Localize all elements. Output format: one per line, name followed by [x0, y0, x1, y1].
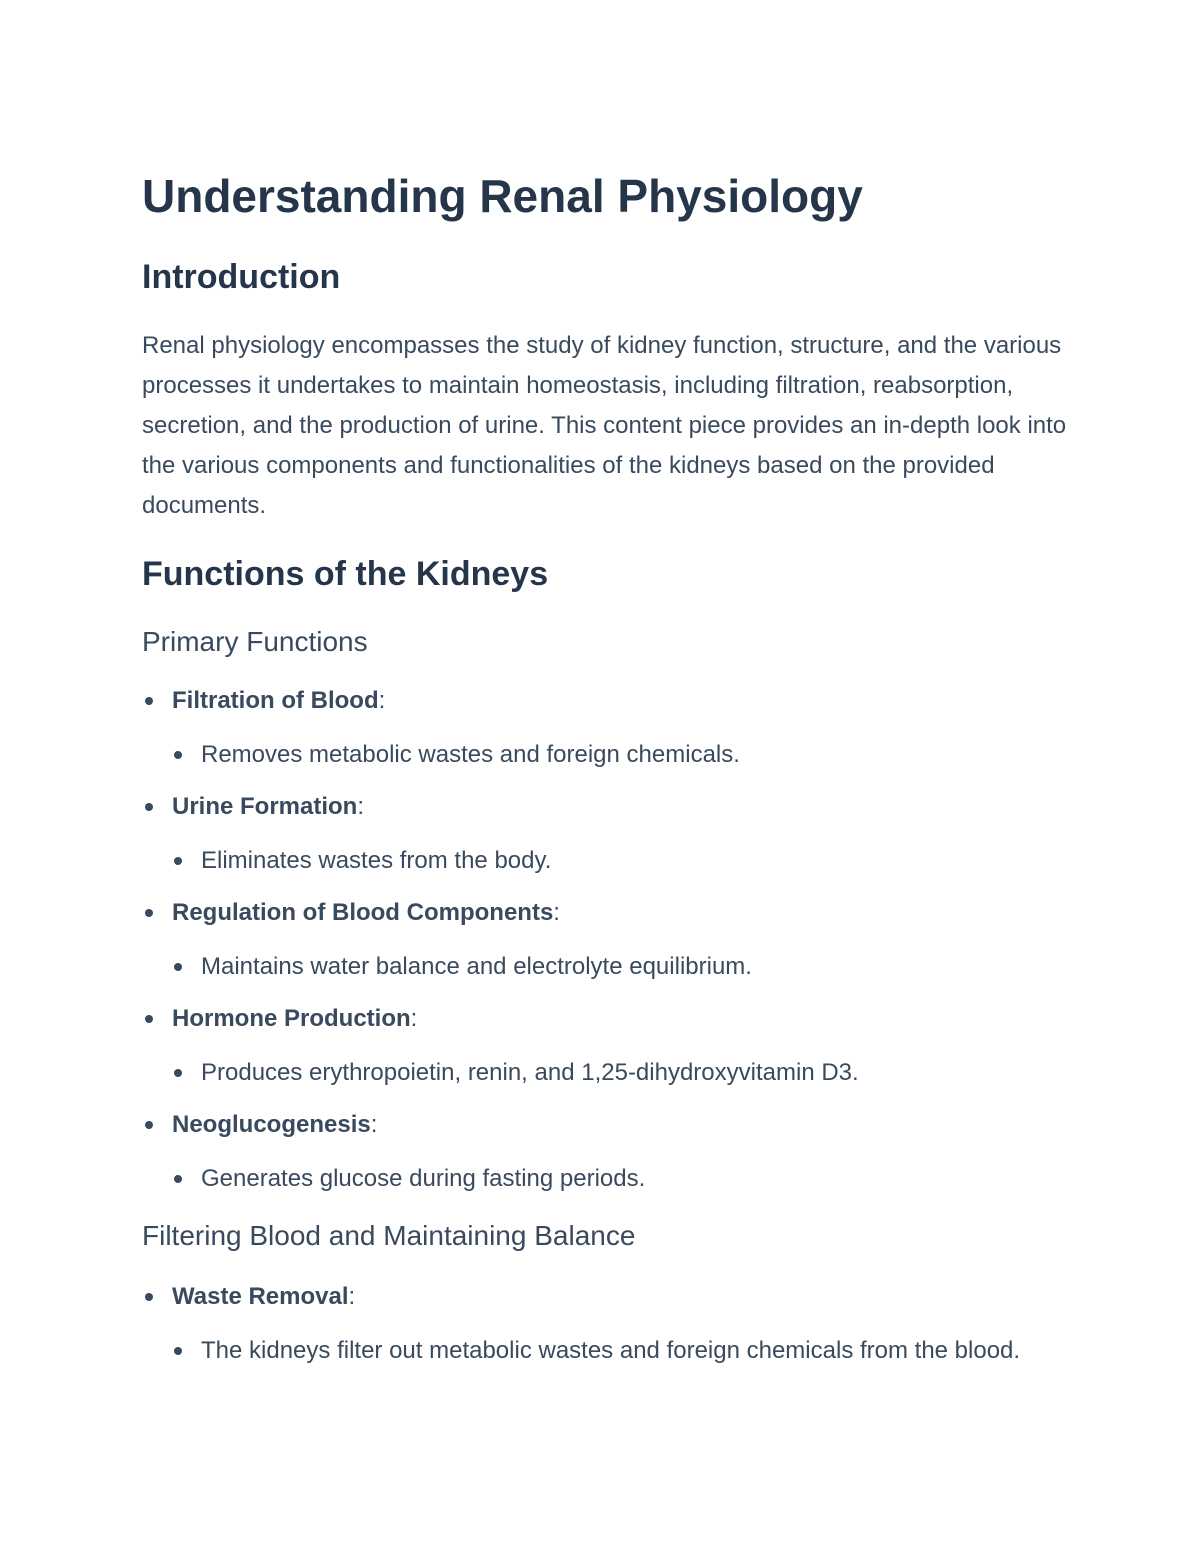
- list-item-detail-text: Removes metabolic wastes and foreign chemicals.: [201, 741, 740, 768]
- list-item-detail: [201, 1159, 1041, 1199]
- bullet-icon: [174, 1347, 182, 1355]
- page-title: Understanding Renal Physiology: [142, 170, 863, 222]
- label-colon: :: [357, 793, 365, 820]
- bullet-icon: [145, 909, 153, 917]
- balance-heading: Filtering Blood and Maintaining Balance: [142, 1220, 636, 1251]
- bullet-icon: [145, 1293, 153, 1301]
- primary-functions-heading: Primary Functions: [142, 626, 368, 657]
- list-item-label: Filtration of Blood: [172, 687, 379, 714]
- list-item-detail-text: Maintains water balance and electrolyte equilibrium.: [201, 953, 752, 980]
- list-item: [172, 787, 364, 827]
- bullet-icon: [145, 697, 153, 705]
- bullet-icon: [174, 1175, 182, 1183]
- list-item-detail-text: The kidneys filter out metabolic wastes and foreign chemicals from the blood.: [201, 1337, 1021, 1364]
- list-item: [172, 1277, 355, 1317]
- list-item: [172, 681, 385, 721]
- list-item-detail: [201, 1053, 1041, 1093]
- label-colon: :: [370, 1111, 378, 1138]
- intro-paragraph: Renal physiology encompasses the study of kidney function, structure, and the various processes it undertakes to maintain homeostasis, including filtration, reabsorption, secretion, and the production of urine. This content piece provides an in-depth look into the various components and functionalities of the kidneys based on the provided documents.: [142, 332, 1067, 519]
- list-item-detail-text: Eliminates wastes from the body.: [201, 847, 552, 874]
- list-item: [172, 893, 560, 933]
- list-item-label: Waste Removal: [172, 1283, 349, 1310]
- list-item: [172, 999, 417, 1039]
- list-item-detail: [201, 1331, 1041, 1371]
- functions-heading: Functions of the Kidneys: [142, 555, 549, 593]
- bullet-icon: [145, 1015, 153, 1023]
- list-item-label: Hormone Production: [172, 1005, 411, 1032]
- label-colon: :: [553, 899, 560, 926]
- list-item-label: Neoglucogenesis: [172, 1111, 371, 1138]
- bullet-icon: [174, 963, 182, 971]
- intro-heading: Introduction: [142, 258, 341, 296]
- list-item-detail: [201, 841, 1041, 881]
- list-item-label: Regulation of Blood Components: [172, 899, 554, 926]
- bullet-icon: [174, 751, 182, 759]
- list-item-label: Urine Formation: [172, 793, 358, 820]
- label-colon: :: [378, 687, 386, 714]
- bullet-icon: [145, 1121, 153, 1129]
- list-item-detail: [201, 735, 1041, 775]
- bullet-icon: [145, 803, 153, 811]
- bullet-icon: [174, 1069, 182, 1077]
- bullet-icon: [174, 857, 182, 865]
- label-colon: :: [410, 1005, 418, 1032]
- list-item-detail-text: Produces erythropoietin, renin, and 1,25-dihydroxyvitamin D3.: [201, 1059, 859, 1086]
- list-item-detail-text: Generates glucose during fasting periods.: [201, 1165, 646, 1192]
- list-item-detail: [201, 947, 1041, 987]
- list-item: [172, 1105, 377, 1145]
- label-colon: :: [348, 1283, 356, 1310]
